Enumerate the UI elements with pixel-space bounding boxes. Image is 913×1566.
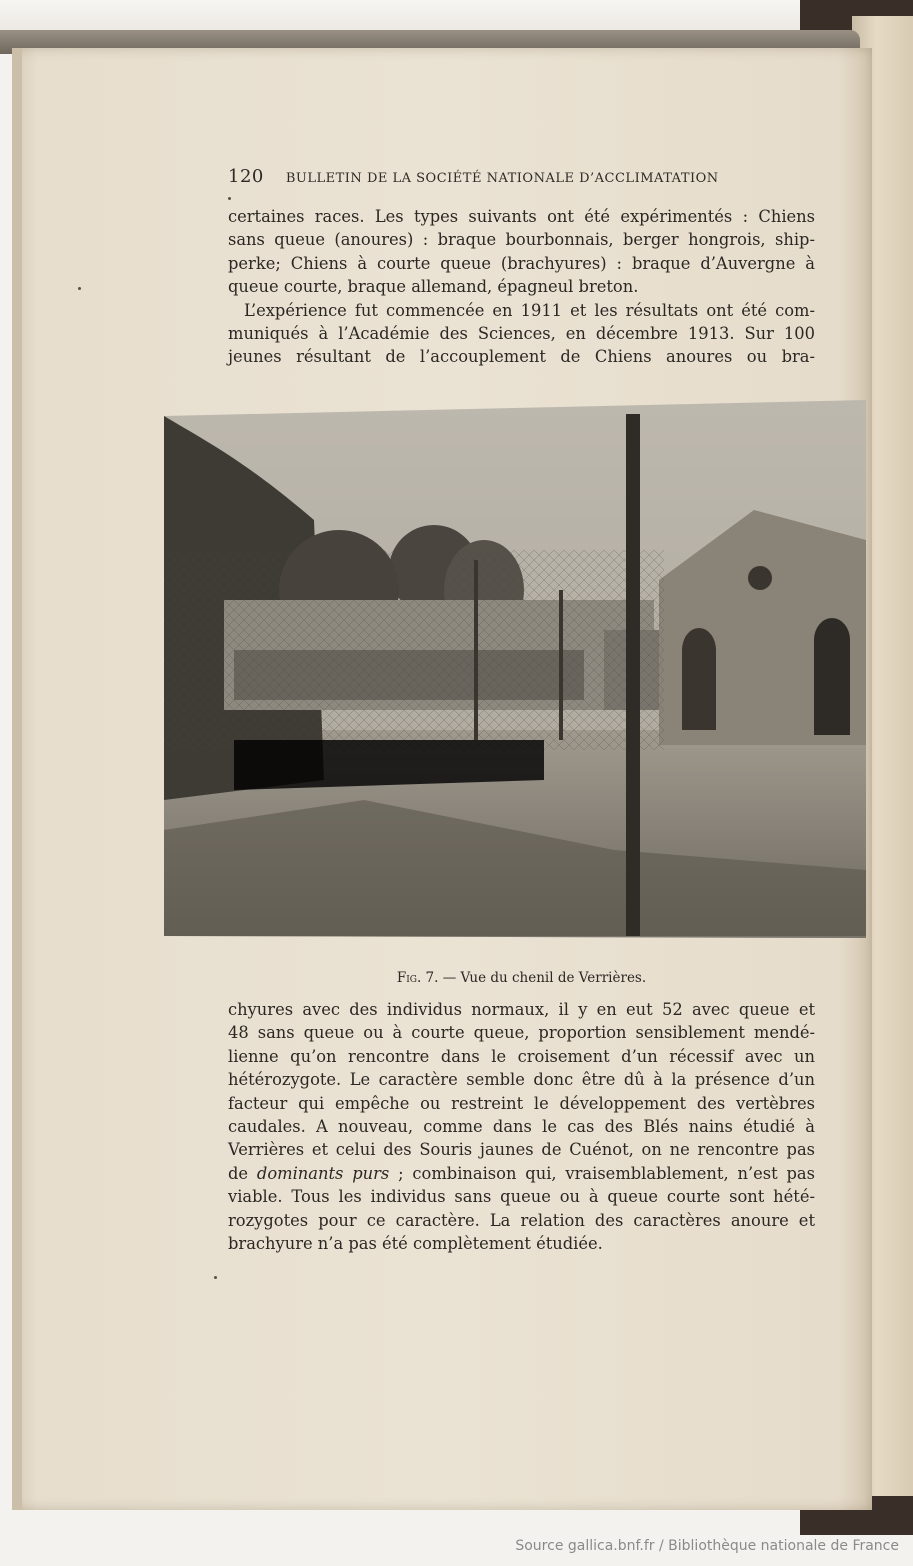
text-line: chyures avec des individus normaux, il y en eut 52 avec queue et <box>228 1000 815 1019</box>
running-header <box>228 166 818 187</box>
page-gutter <box>12 48 22 1510</box>
print-speck <box>228 197 231 200</box>
text-line: muniqués à l’Académie des Sciences, en décembre 1913. Sur 100 <box>228 323 815 343</box>
text-line: sans queue (anoures) : braque bourbonnais, berger hongrois, ship- <box>228 230 815 250</box>
text-line: certaines races. Les types suivants ont été expérimentés : Chiens <box>228 207 815 226</box>
text-line: 48 sans queue ou à courte queue, proportion sensiblement mendé- <box>228 1023 815 1043</box>
kennel-photograph <box>164 400 866 938</box>
page-number: 120 <box>228 166 264 187</box>
text-line: Verrières et celui des Souris jaunes de Cuénot, on ne rencontre pas <box>228 1140 815 1160</box>
paragraph-1 <box>228 205 815 369</box>
print-speck <box>214 1276 217 1279</box>
text-line: hétérozygote. Le caractère semble donc être dû à la présence d’un <box>228 1070 815 1090</box>
text-line: rozygotes pour ce caractère. La relation des caractères anoure et <box>228 1210 815 1230</box>
text-line: viable. Tous les individus sans queue ou à queue courte sont hété- <box>228 1187 815 1207</box>
text-line: lienne qu’on rencontre dans le croisement d’un récessif avec un <box>228 1046 815 1066</box>
running-title: BULLETIN DE LA SOCIÉTÉ NATIONALE D’ACCLIMATATION <box>285 171 719 186</box>
print-speck <box>78 287 81 290</box>
text-line: L’expérience fut commencée en 1911 et les résultats ont été com- <box>244 300 815 320</box>
text-line: brachyure n’a pas été complètement étudiée. <box>228 1233 603 1253</box>
paragraph-3 <box>228 998 815 1255</box>
text-line: perke; Chiens à courte queue (brachyures) : braque d’Auvergne à <box>228 253 815 273</box>
text-line: facteur qui empêche ou restreint le développement des vertèbres <box>228 1093 815 1113</box>
text-line: jeunes résultant de l’accouplement de Chiens anoures ou bra- <box>228 347 815 367</box>
text-line: caudales. A nouveau, comme dans le cas des Blés nains étudié à <box>228 1116 815 1136</box>
italic-term: dominants purs <box>256 1163 390 1183</box>
text-line: de dominants purs ; combinaison qui, vraisemblablement, n’est pas <box>228 1163 815 1183</box>
figure-label: Fig. 7. <box>396 970 439 986</box>
figure-caption-text: — Vue du chenil de Verrières. <box>438 970 647 986</box>
text-line: queue courte, braque allemand, épagneul breton. <box>228 277 639 297</box>
figure-caption <box>228 970 815 986</box>
source-footer: Source gallica.bnf.fr / Bibliothèque nationale de France <box>515 1538 899 1554</box>
